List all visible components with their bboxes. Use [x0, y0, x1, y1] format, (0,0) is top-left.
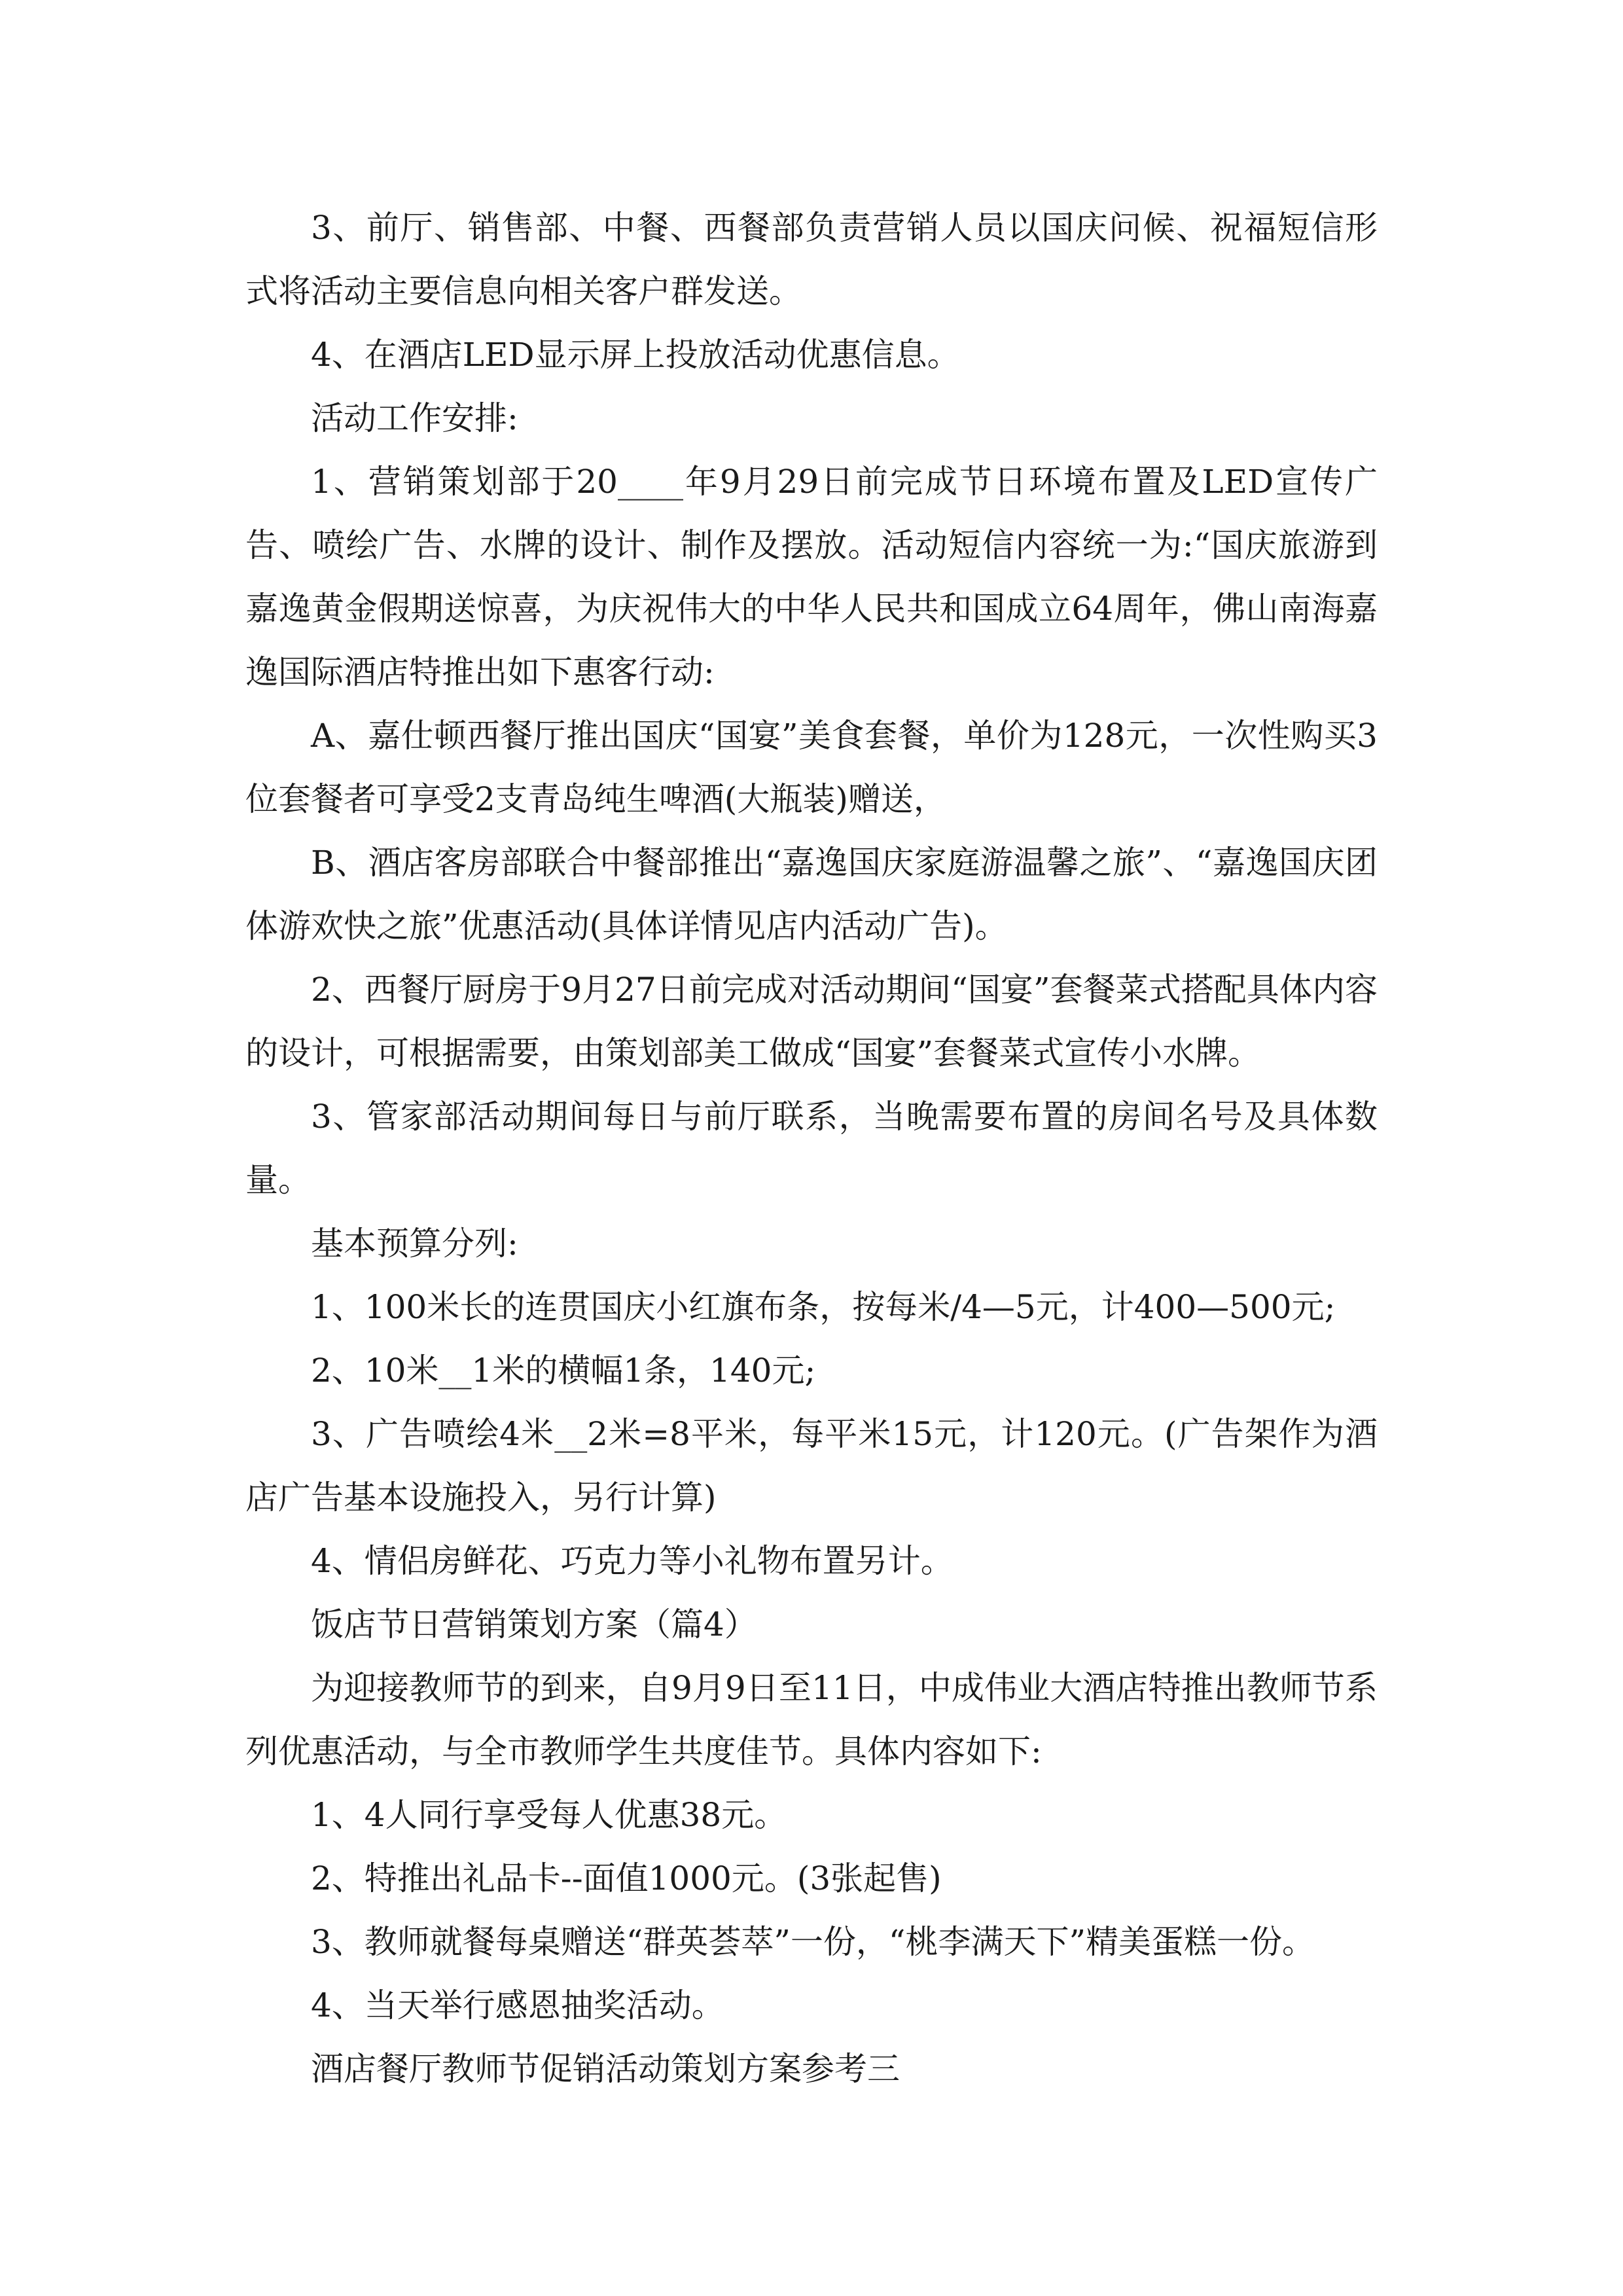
offer-item-lottery: 4、当天举行感恩抽奖活动。 — [311, 1986, 724, 2024]
paragraph-teachers-day-intro: 为迎接教师节的到来，自9月9日至11日，中成伟业大酒店特推出教师节系列优惠活动，与全市教师学生共度佳节。具体内容如下: — [245, 1669, 1378, 1770]
heading-work-arrangement: 活动工作安排: — [311, 399, 518, 437]
paragraph-housekeeping: 3、管家部活动期间每日与前厅联系，当晚需要布置的房间名号及具体数量。 — [245, 1098, 1378, 1199]
section-title-part4: 饭店节日营销策划方案（篇4） — [311, 1605, 757, 1643]
budget-item-print-ad: 3、广告喷绘4米__2米=8平米，每平米15元，计120元。(广告架作为酒店广告基本设施投入，另行计算) — [245, 1415, 1378, 1516]
paragraph-western-restaurant-offer: A、嘉仕顿西餐厅推出国庆“国宴”美食套餐，单价为128元，一次性购买3位套餐者可享受2支青岛纯生啤酒(大瓶装)赠送， — [245, 717, 1378, 818]
paragraph-sms-notice: 3、前厅、销售部、中餐、西餐部负责营销人员以国庆问候、祝福短信形式将活动主要信息向相关客户群发送。 — [245, 209, 1378, 310]
paragraph-room-offer: B、酒店客房部联合中餐部推出“嘉逸国庆家庭游温馨之旅”、“嘉逸国庆团体游欢快之旅”优惠活动(具体详情见店内活动广告)。 — [245, 844, 1378, 945]
section-title-reference-three: 酒店餐厅教师节促销活动策划方案参考三 — [311, 2050, 900, 2088]
paragraph-led-screen: 4、在酒店LED显示屏上投放活动优惠信息。 — [311, 336, 960, 374]
offer-item-group-discount: 1、4人同行享受每人优惠38元。 — [311, 1796, 787, 1834]
budget-item-gifts: 4、情侣房鲜花、巧克力等小礼物布置另计。 — [311, 1542, 954, 1580]
paragraph-marketing-dept: 1、营销策划部于20____年9月29日前完成节日环境布置及LED宣传广告、喷绘广告、水牌的设计、制作及摆放。活动短信内容统一为:“国庆旅游到嘉逸黄金假期送惊喜，为庆祝伟大的中华人民共和国成立64周年，佛山南海嘉逸国际酒店特推出如下惠客行动: — [245, 463, 1378, 691]
budget-item-banner: 2、10米__1米的横幅1条，140元; — [311, 1352, 816, 1390]
paragraph-kitchen-menu: 2、西餐厅厨房于9月27日前完成对活动期间“国宴”套餐菜式搭配具体内容的设计，可根据需要，由策划部美工做成“国宴”套餐菜式宣传小水牌。 — [245, 971, 1378, 1072]
offer-item-free-dishes: 3、教师就餐每桌赠送“群英荟萃”一份，“桃李满天下”精美蛋糕一份。 — [311, 1923, 1315, 1961]
offer-item-gift-card: 2、特推出礼品卡--面值1000元。(3张起售) — [311, 1859, 942, 1897]
budget-item-flags: 1、100米长的连贯国庆小红旗布条，按每米/4—5元，计400—500元; — [311, 1288, 1336, 1326]
document-body — [245, 196, 1378, 2101]
heading-budget: 基本预算分列: — [311, 1225, 518, 1263]
